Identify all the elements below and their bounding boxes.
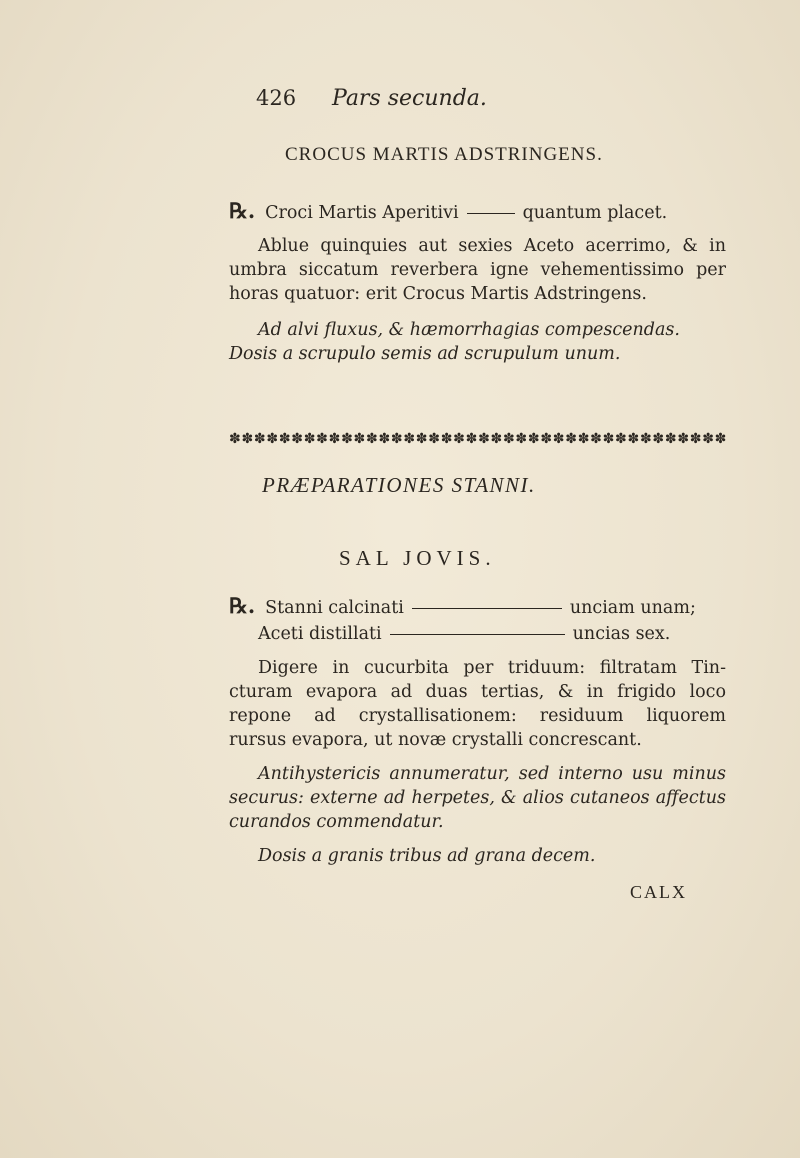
body-line: umbra siccatum reverbera igne vehementissimo per bbox=[229, 260, 726, 280]
ornament-glyph: ✽ bbox=[303, 432, 316, 446]
ornament-glyph: ✽ bbox=[490, 432, 503, 446]
running-title: Pars secunda. bbox=[332, 86, 487, 111]
dash-leader bbox=[467, 213, 515, 214]
ornament-glyph: ✽ bbox=[229, 432, 241, 446]
ornament-glyph: ✽ bbox=[341, 432, 353, 446]
body-line: Digere in cucurbita per triduum: filtratam Tin- bbox=[258, 658, 726, 678]
recipe-line bbox=[229, 595, 726, 618]
ornament-glyph: ✽ bbox=[639, 432, 652, 446]
recipe-line bbox=[229, 200, 667, 223]
catch-word: CALX bbox=[630, 882, 687, 902]
ornament-glyph: ✽ bbox=[478, 432, 490, 446]
recipe-symbol: ℞. bbox=[229, 198, 256, 223]
dash-leader bbox=[412, 608, 562, 609]
ornament-glyph: ✽ bbox=[316, 432, 328, 446]
ornament-glyph: ✽ bbox=[365, 432, 378, 446]
body-line: cturam evapora ad duas tertias, & in frigido loco bbox=[229, 682, 726, 702]
ornament-glyph: ✽ bbox=[502, 432, 515, 446]
dash-leader bbox=[390, 634, 565, 635]
ornament-glyph: ✽ bbox=[278, 432, 291, 446]
ornament-glyph: ✽ bbox=[266, 432, 279, 446]
page-number: 426 bbox=[256, 86, 297, 110]
ornament-glyph: ✽ bbox=[403, 432, 416, 446]
body-line: repone ad crystallisationem: residuum liquorem bbox=[229, 706, 726, 726]
ornament-glyph: ✽ bbox=[515, 432, 528, 446]
ornament-glyph: ✽ bbox=[664, 432, 677, 446]
ornament-glyph: ✽ bbox=[689, 432, 702, 446]
section-title-sal-jovis: SAL JOVIS. bbox=[339, 546, 496, 570]
body-line: rursus evapora, ut novæ crystalli concrescant. bbox=[229, 730, 642, 750]
recipe-quantity: unciam unam; bbox=[569, 598, 696, 618]
use-line: securus: externe ad herpetes, & alios cutaneos affectus bbox=[229, 788, 726, 808]
use-line: Antihystericis annumeratur, sed interno usu minus bbox=[258, 764, 726, 784]
body-line: Ablue quinquies aut sexies Aceto acerrimo, & in bbox=[258, 236, 726, 256]
recipe-ingredient: Croci Martis Aperitivi bbox=[265, 203, 459, 223]
use-line: curandos commendatur. bbox=[229, 812, 444, 832]
ornament-glyph: ✽ bbox=[615, 432, 627, 446]
ornament-glyph: ✽ bbox=[702, 432, 714, 446]
section-heading-stanni: PRÆPARATIONES STANNI. bbox=[262, 473, 536, 497]
dose-line: Dosis a granis tribus ad grana decem. bbox=[258, 846, 596, 866]
recipe-quantity: quantum placet. bbox=[522, 203, 668, 223]
ornament-glyph: ✽ bbox=[677, 432, 690, 446]
ornament-glyph: ✽ bbox=[714, 432, 726, 446]
recipe-ingredient: Stanni calcinati bbox=[265, 598, 404, 618]
ornament-glyph: ✽ bbox=[565, 432, 577, 446]
recipe-quantity: uncias sex. bbox=[572, 624, 671, 644]
use-line: Ad alvi fluxus, & hæmorrhagias compescendas. bbox=[258, 320, 680, 340]
ornament-glyph: ✽ bbox=[415, 432, 428, 446]
ornament-divider bbox=[229, 432, 726, 446]
ornament-glyph: ✽ bbox=[453, 432, 465, 446]
recipe-symbol: ℞. bbox=[229, 593, 256, 618]
ornament-glyph: ✽ bbox=[291, 432, 303, 446]
ornament-glyph: ✽ bbox=[328, 432, 341, 446]
recipe-ingredient: Aceti distillati bbox=[258, 624, 382, 644]
ornament-glyph: ✽ bbox=[378, 432, 391, 446]
dose-line: Dosis a scrupulo semis ad scrupulum unum. bbox=[229, 344, 621, 364]
ornament-glyph: ✽ bbox=[577, 432, 590, 446]
ornament-glyph: ✽ bbox=[627, 432, 640, 446]
ornament-glyph: ✽ bbox=[652, 432, 665, 446]
ornament-glyph: ✽ bbox=[241, 432, 254, 446]
body-line: horas quatuor: erit Crocus Martis Adstringens. bbox=[229, 284, 647, 304]
ornament-glyph: ✽ bbox=[527, 432, 540, 446]
ornament-glyph: ✽ bbox=[440, 432, 453, 446]
ornament-glyph: ✽ bbox=[353, 432, 366, 446]
recipe-line bbox=[258, 626, 670, 644]
ornament-glyph: ✽ bbox=[590, 432, 602, 446]
ornament-glyph: ✽ bbox=[465, 432, 478, 446]
ornament-glyph: ✽ bbox=[390, 432, 403, 446]
ornament-glyph: ✽ bbox=[428, 432, 440, 446]
section-title-crocus-martis: CROCUS MARTIS ADSTRINGENS. bbox=[285, 144, 603, 165]
ornament-glyph: ✽ bbox=[602, 432, 615, 446]
ornament-glyph: ✽ bbox=[253, 432, 266, 446]
ornament-glyph: ✽ bbox=[552, 432, 565, 446]
ornament-glyph: ✽ bbox=[540, 432, 553, 446]
